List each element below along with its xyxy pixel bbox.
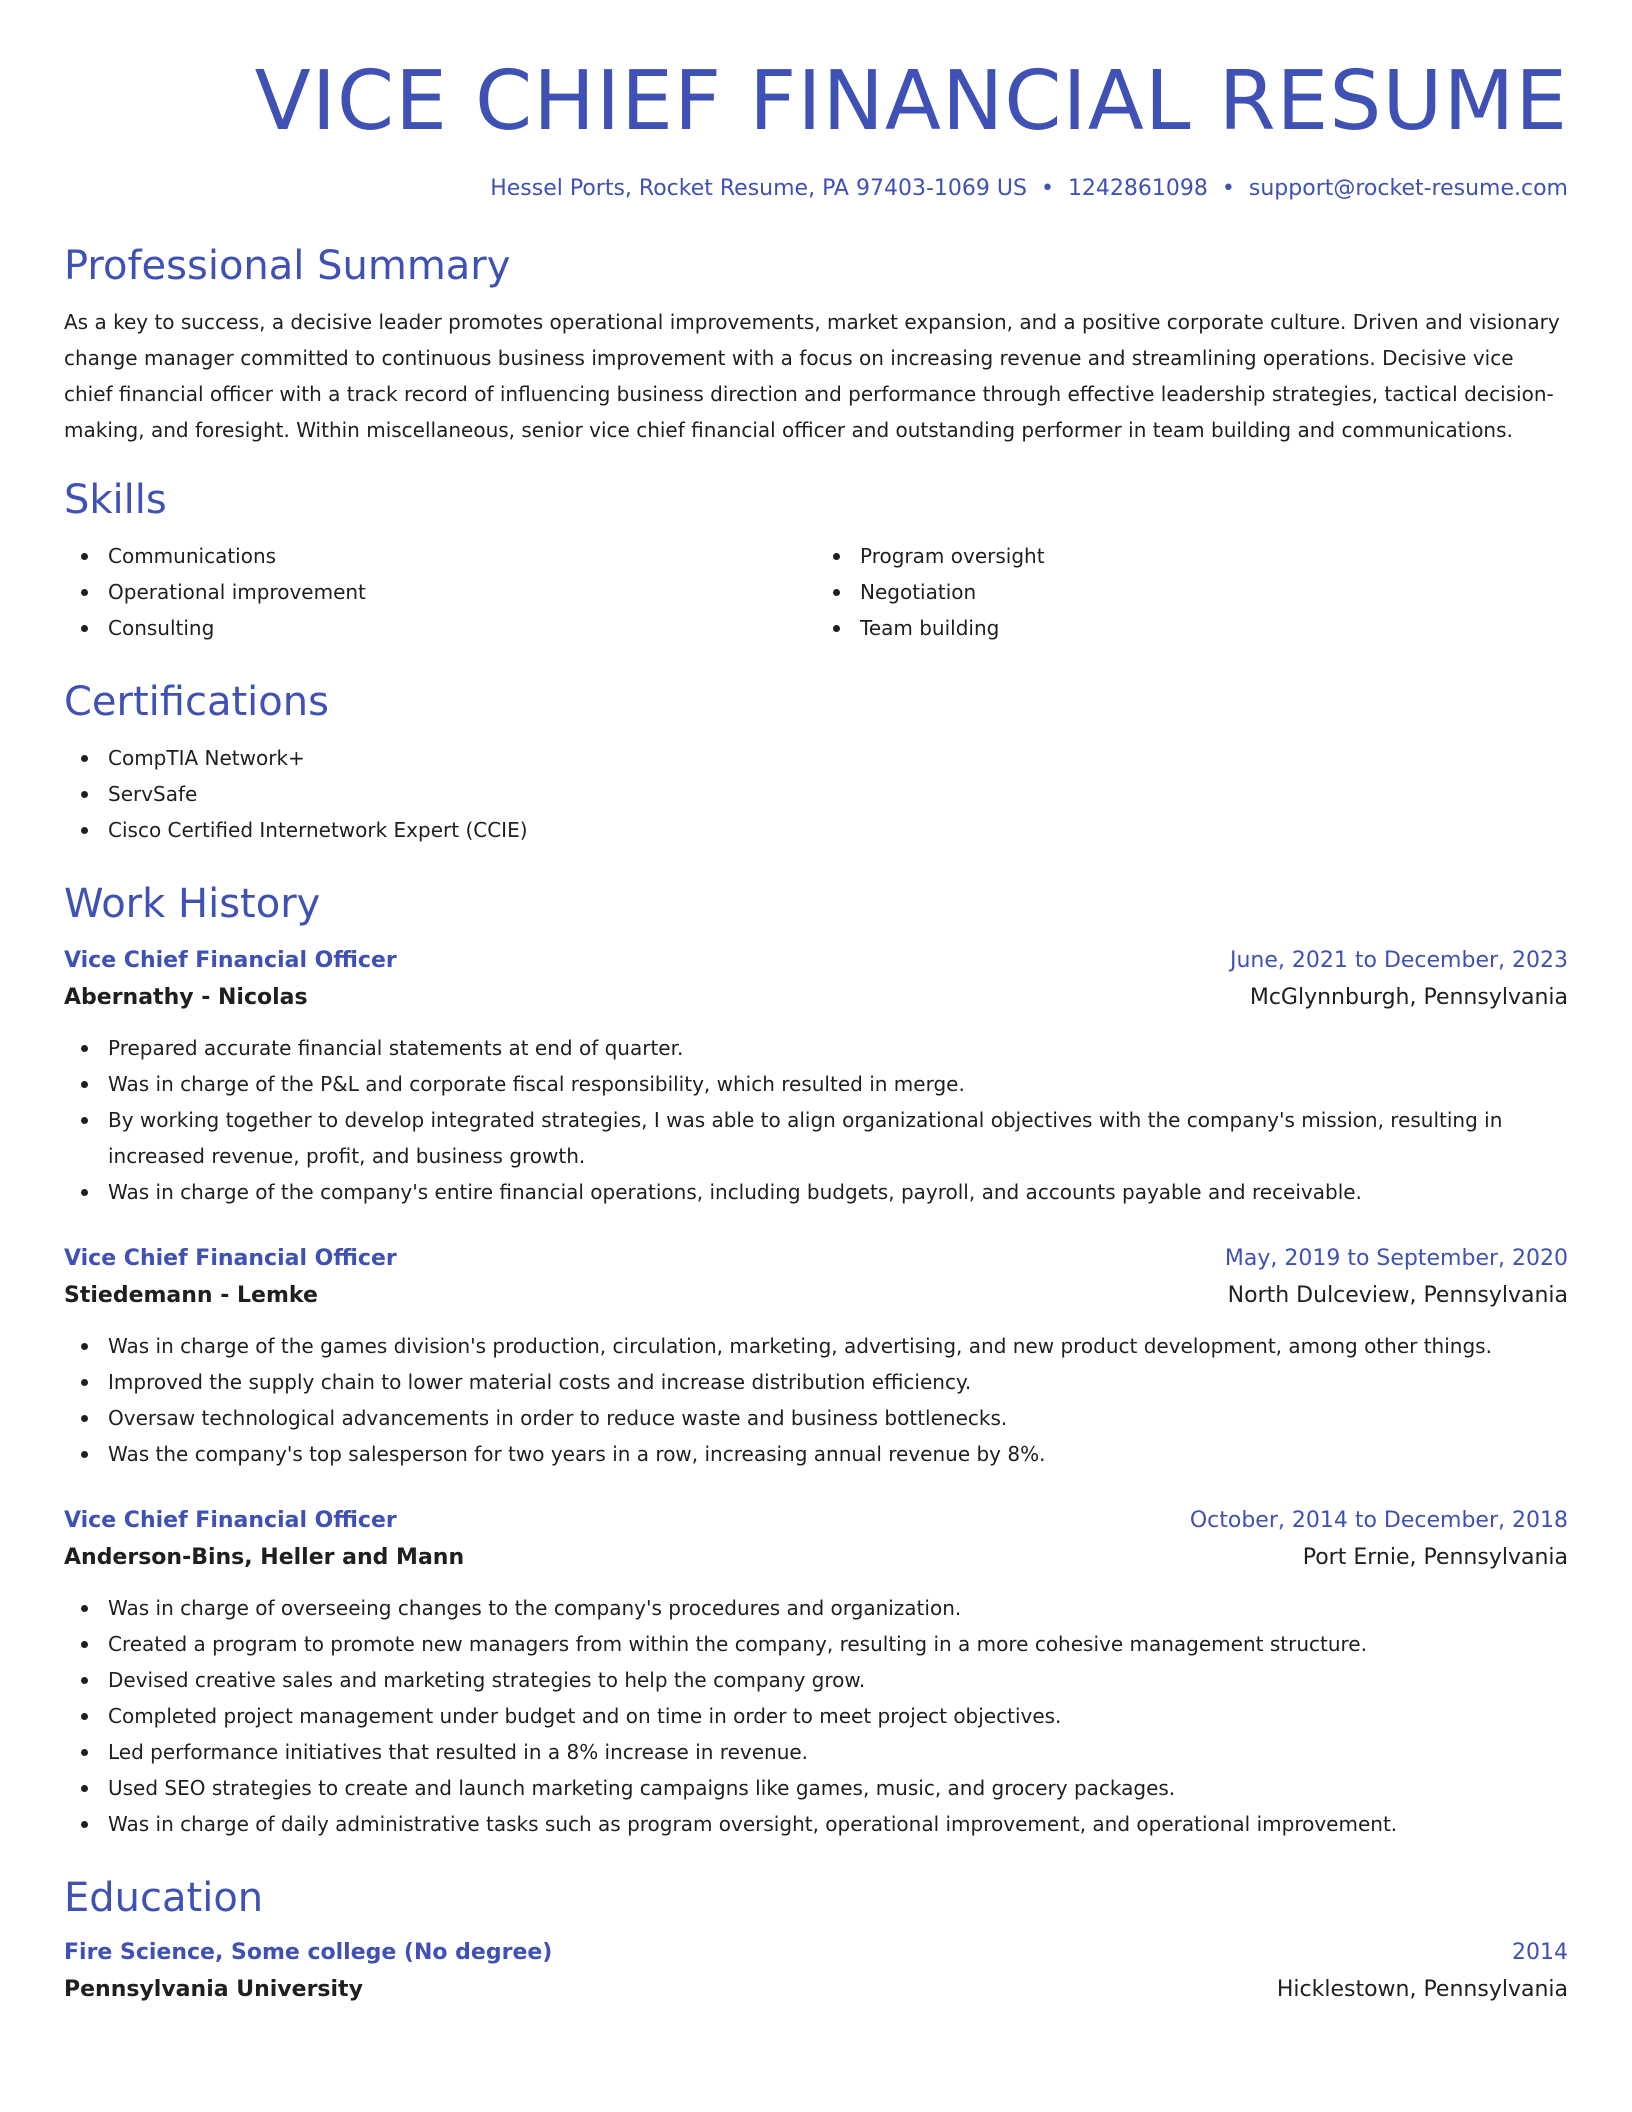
skills-grid xyxy=(64,538,1568,646)
contact-phone: 1242861098 xyxy=(1067,176,1208,201)
education-degree: Fire Science, Some college (No degree) xyxy=(64,1940,553,1965)
skills-list-left xyxy=(64,538,816,646)
certification-item: ServSafe xyxy=(64,776,1568,812)
certifications-section xyxy=(64,676,1568,848)
job-company: Anderson-Bins, Heller and Mann xyxy=(64,1545,465,1570)
skill-item: Negotiation xyxy=(816,574,1568,610)
education-school: Pennsylvania University xyxy=(64,1977,363,2002)
contact-line xyxy=(64,174,1568,204)
job-company-row xyxy=(64,1276,1568,1316)
job-title: Vice Chief Financial Officer xyxy=(64,1246,397,1271)
summary-text: As a key to success, a decisive leader promotes operational improvements, market expansion, and a positive corporate culture. Driven and visionary change manager committed to continuous business improvement with a focus on increasing revenue and streamlining operations. Decisive vice chief financial officer with a track record of influencing business direction and performance through effective leadership strategies, tactical decision-making, and foresight. Within miscellaneous, senior vice chief financial officer and outstanding performer in team building and communications. xyxy=(64,310,1560,442)
job-bullets xyxy=(64,1030,1568,1210)
job-bullet: Was the company's top salesperson for two years in a row, increasing annual revenue by 8%. xyxy=(64,1436,1568,1472)
resume-header xyxy=(64,52,1568,204)
job-bullet: Led performance initiatives that resulted in a 8% increase in revenue. xyxy=(64,1734,1568,1770)
job-entry xyxy=(64,944,1568,1210)
job-bullet: Was in charge of the games division's production, circulation, marketing, advertising, and new product development, among other things. xyxy=(64,1328,1568,1364)
contact-separator: • xyxy=(1040,176,1054,201)
job-entry xyxy=(64,1242,1568,1472)
job-title: Vice Chief Financial Officer xyxy=(64,948,397,973)
job-bullet: Improved the supply chain to lower material costs and increase distribution efficiency. xyxy=(64,1364,1568,1400)
job-dates: October, 2014 to December, 2018 xyxy=(1189,1508,1568,1533)
job-dates: June, 2021 to December, 2023 xyxy=(1229,948,1568,973)
job-bullets xyxy=(64,1590,1568,1842)
job-entry xyxy=(64,1504,1568,1842)
job-company-row xyxy=(64,978,1568,1018)
contact-separator: • xyxy=(1221,176,1235,201)
skill-item: Program oversight xyxy=(816,538,1568,574)
skill-item: Operational improvement xyxy=(64,574,816,610)
work-history-section xyxy=(64,878,1568,1842)
summary-section xyxy=(64,240,1568,448)
certifications-list xyxy=(64,740,1568,848)
job-company: Stiedemann - Lemke xyxy=(64,1283,318,1308)
job-title: Vice Chief Financial Officer xyxy=(64,1508,397,1533)
skills-heading: Skills xyxy=(64,477,167,523)
job-title-row xyxy=(64,1242,1568,1276)
job-bullet: Prepared accurate financial statements at end of quarter. xyxy=(64,1030,1568,1066)
skill-item: Team building xyxy=(816,610,1568,646)
job-dates: May, 2019 to September, 2020 xyxy=(1224,1246,1568,1271)
education-section xyxy=(64,1872,1568,2010)
skill-item: Communications xyxy=(64,538,816,574)
job-location: North Dulceview, Pennsylvania xyxy=(1227,1283,1568,1308)
education-year: 2014 xyxy=(1512,1940,1568,1965)
education-location: Hicklestown, Pennsylvania xyxy=(1276,1977,1568,2002)
job-bullet: Used SEO strategies to create and launch marketing campaigns like games, music, and grocery packages. xyxy=(64,1770,1568,1806)
certification-item: Cisco Certified Internetwork Expert (CCIE) xyxy=(64,812,1568,848)
contact-address: Hessel Ports, Rocket Resume, PA 97403-1069 US xyxy=(490,176,1027,201)
job-bullets xyxy=(64,1328,1568,1472)
job-location: McGlynnburgh, Pennsylvania xyxy=(1249,985,1568,1010)
education-entry xyxy=(64,1936,1568,2010)
job-bullet: Was in charge of overseeing changes to the company's procedures and organization. xyxy=(64,1590,1568,1626)
skills-section xyxy=(64,474,1568,646)
education-degree-row xyxy=(64,1936,1568,1970)
education-heading: Education xyxy=(64,1875,264,1921)
summary-heading: Professional Summary xyxy=(64,243,511,289)
contact-email[interactable]: support@rocket-resume.com xyxy=(1248,176,1568,201)
job-bullet: Was in charge of the P&L and corporate fiscal responsibility, which resulted in merge. xyxy=(64,1066,1568,1102)
work-history-heading: Work History xyxy=(64,881,321,927)
job-company: Abernathy - Nicolas xyxy=(64,985,308,1010)
certification-item: CompTIA Network+ xyxy=(64,740,1568,776)
job-bullet: Oversaw technological advancements in order to reduce waste and business bottlenecks. xyxy=(64,1400,1568,1436)
certifications-heading: Certifications xyxy=(64,679,329,725)
job-bullet: Was in charge of the company's entire financial operations, including budgets, payroll, and accounts payable and receivable. xyxy=(64,1174,1568,1210)
job-bullet: Completed project management under budget and on time in order to meet project objectives. xyxy=(64,1698,1568,1734)
job-company-row xyxy=(64,1538,1568,1578)
job-title-row xyxy=(64,944,1568,978)
job-location: Port Ernie, Pennsylvania xyxy=(1302,1545,1568,1570)
skill-item: Consulting xyxy=(64,610,816,646)
resume-title: VICE CHIEF FINANCIAL RESUME xyxy=(254,54,1568,149)
job-bullet: By working together to develop integrated strategies, I was able to align organizational objectives with the company's mission, resulting in increased revenue, profit, and business growth. xyxy=(64,1102,1568,1174)
job-bullet: Created a program to promote new managers from within the company, resulting in a more cohesive management structure. xyxy=(64,1626,1568,1662)
education-school-row xyxy=(64,1970,1568,2010)
skills-list-right xyxy=(816,538,1568,646)
job-title-row xyxy=(64,1504,1568,1538)
job-bullet: Devised creative sales and marketing strategies to help the company grow. xyxy=(64,1662,1568,1698)
job-bullet: Was in charge of daily administrative tasks such as program oversight, operational improvement, and operational improvement. xyxy=(64,1806,1568,1842)
